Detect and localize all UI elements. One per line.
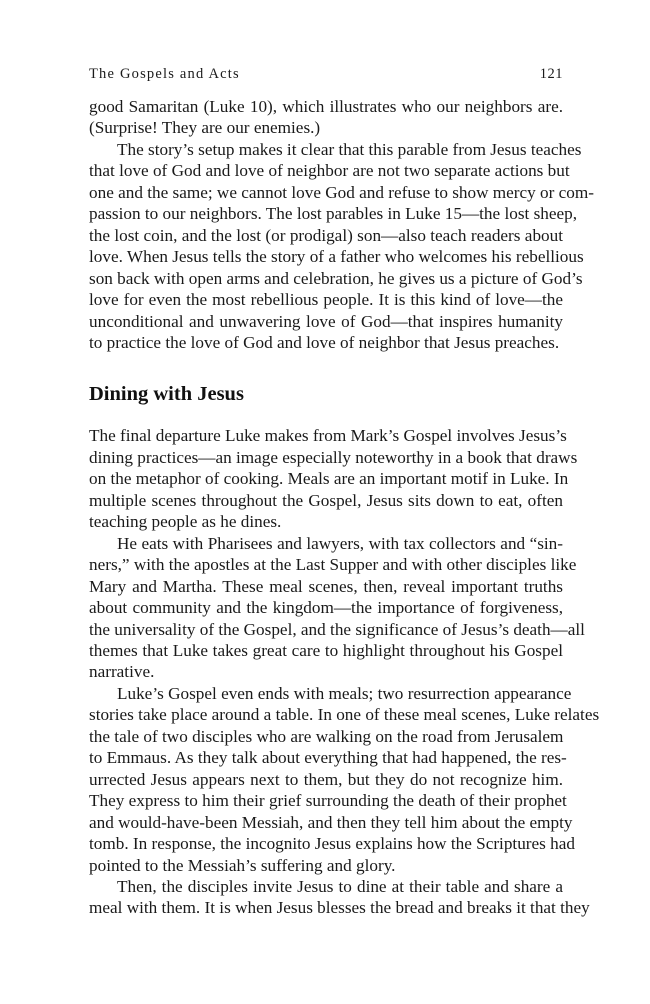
text-line: urrected Jesus appears next to them, but they do not recognize him.	[89, 769, 563, 789]
text-line: He eats with Pharisees and lawyers, with tax collectors and “sin-	[117, 533, 563, 553]
text-line: love for even the most rebellious people. It is this kind of love—the	[89, 290, 563, 310]
text-line: one and the same; we cannot love God and refuse to show mercy or com-	[89, 182, 594, 202]
text-line: The final departure Luke makes from Mark’s Gospel involves Jesus’s	[89, 426, 567, 446]
text-line: to practice the love of God and love of neighbor that Jesus preaches.	[89, 332, 560, 352]
text-line: themes that Luke takes great care to highlight throughout his Gospel	[89, 640, 563, 660]
text-line: that love of God and love of neighbor are not two separate actions but	[89, 161, 570, 181]
text-line: They express to him their grief surrounding the death of their prophet	[89, 791, 567, 811]
text-line: Mary and Martha. These meal scenes, then, reveal important truths	[89, 576, 563, 596]
paragraph	[89, 533, 585, 683]
text-line: tomb. In response, the incognito Jesus explains how the Scriptures had	[89, 834, 575, 854]
text-line: teaching people as he dines.	[89, 512, 282, 532]
text-line: unconditional and unwavering love of God—that inspires humanity	[89, 311, 563, 331]
text-line: and would-have-been Messiah, and then they tell him about the empty	[89, 812, 573, 832]
text-line: on the metaphor of cooking. Meals are an important motif in Luke. In	[89, 469, 569, 489]
text-line: Then, the disciples invite Jesus to dine at their table and share a	[117, 876, 563, 896]
body-section-dining	[89, 425, 600, 918]
text-line: dining practices—an image especially noteworthy in a book that draws	[89, 447, 578, 467]
text-line: (Surprise! They are our enemies.)	[89, 118, 321, 138]
text-line: to Emmaus. As they talk about everything that had happened, the res-	[89, 748, 567, 768]
text-line: good Samaritan (Luke 10), which illustrates who our neighbors are.	[89, 97, 563, 116]
running-header	[89, 66, 563, 88]
section-heading: Dining with Jesus	[89, 383, 244, 406]
text-line: stories take place around a table. In one of these meal scenes, Luke relates	[89, 705, 600, 725]
text-line: love. When Jesus tells the story of a father who welcomes his rebellious	[89, 247, 584, 267]
text-line: The story’s setup makes it clear that this parable from Jesus teaches	[117, 139, 582, 159]
text-line: Luke’s Gospel even ends with meals; two resurrection appearance	[117, 683, 572, 703]
text-line: passion to our neighbors. The lost parables in Luke 15—the lost sheep,	[89, 204, 578, 224]
page-number: 121	[539, 66, 563, 82]
text-line: son back with open arms and celebration, he gives us a picture of God’s	[89, 268, 583, 288]
body-section-intro	[89, 96, 594, 353]
running-title: The Gospels and Acts	[89, 66, 240, 82]
paragraph	[89, 96, 563, 139]
text-line: meal with them. It is when Jesus blesses the bread and breaks it that they	[89, 898, 590, 918]
text-line: narrative.	[89, 662, 155, 682]
paragraph	[89, 683, 600, 876]
text-line: multiple scenes throughout the Gospel, Jesus sits down to eat, often	[89, 490, 563, 510]
text-line: about community and the kingdom—the importance of forgiveness,	[89, 598, 563, 618]
text-line: pointed to the Messiah’s suffering and glory.	[89, 855, 396, 875]
text-line: the tale of two disciples who are walking on the road from Jerusalem	[89, 726, 564, 746]
text-line: the lost coin, and the lost (or prodigal) son—also teach readers about	[89, 225, 563, 245]
text-line: ners,” with the apostles at the Last Supper and with other disciples like	[89, 555, 577, 575]
book-page	[89, 66, 600, 919]
text-line: the universality of the Gospel, and the significance of Jesus’s death—all	[89, 619, 585, 639]
paragraph	[89, 876, 590, 919]
paragraph	[89, 139, 594, 354]
paragraph	[89, 425, 578, 532]
